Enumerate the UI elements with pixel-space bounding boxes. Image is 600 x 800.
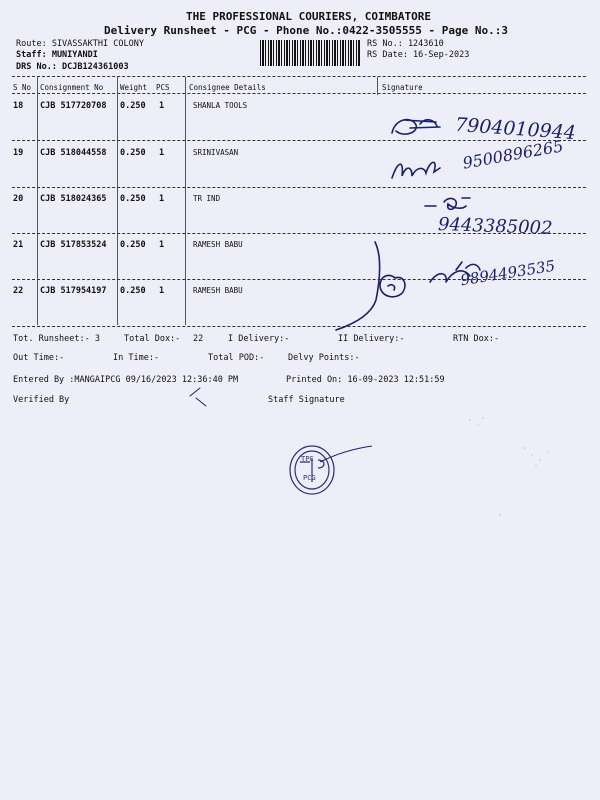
row-consignee: RAMESH BABU bbox=[193, 286, 243, 295]
in-time: In Time:- bbox=[113, 353, 160, 363]
handwritten-phone: 9500896265 bbox=[461, 136, 565, 173]
row-pcs: 1 bbox=[159, 240, 165, 250]
stamp-text-top: TPC bbox=[301, 455, 314, 463]
staff-signature-label: Staff Signature bbox=[268, 395, 345, 405]
row-consignment: CJB 518024365 bbox=[40, 194, 107, 204]
tot-runsheet: Tot. Runsheet:- 3 bbox=[13, 334, 100, 344]
row-sno: 19 bbox=[13, 148, 24, 158]
staff-label: Staff: MUNIYANDI bbox=[16, 50, 98, 60]
row-consignee: SHANLA TOOLS bbox=[193, 101, 248, 110]
total-dox-label: Total Dox:- bbox=[124, 334, 181, 344]
ii-delivery: II Delivery:- bbox=[338, 334, 405, 344]
row-sno: 21 bbox=[13, 240, 24, 250]
rtn-dox: RTN Dox:- bbox=[453, 334, 500, 344]
stamp-text-bottom: PCG bbox=[303, 474, 316, 482]
col-pcs: PCS bbox=[156, 83, 170, 92]
runsheet-subtitle: Delivery Runsheet - PCG - Phone No.:0422-3505555 - Page No.:3 bbox=[104, 24, 508, 37]
row-consignment: CJB 517720708 bbox=[40, 101, 107, 111]
verified-by: Verified By bbox=[13, 395, 70, 405]
route-label: Route: SIVASSAKTHI COLONY bbox=[16, 39, 144, 49]
row-weight: 0.250 bbox=[120, 148, 146, 158]
col-sno: S No bbox=[13, 83, 32, 92]
rs-number: RS No.: 1243610 bbox=[367, 39, 444, 49]
printed-on: Printed On: 16-09-2023 12:51:59 bbox=[286, 375, 445, 385]
col-consignee: Consignee Details bbox=[189, 83, 266, 92]
row-weight: 0.250 bbox=[120, 240, 146, 250]
row-consignee: RAMESH BABU bbox=[193, 240, 243, 249]
out-time: Out Time:- bbox=[13, 353, 65, 363]
handwritten-phone: 9443385002 bbox=[437, 214, 553, 239]
row-consignment: CJB 517954197 bbox=[40, 286, 107, 296]
drs-number: DRS No.: DCJB124361003 bbox=[16, 62, 129, 72]
row-weight: 0.250 bbox=[120, 194, 146, 204]
col-signature: Signature bbox=[382, 83, 423, 92]
col-weight: Weight bbox=[120, 83, 148, 92]
row-sno: 18 bbox=[13, 101, 24, 111]
total-pod: Total POD:- bbox=[208, 353, 265, 363]
i-delivery: I Delivery:- bbox=[228, 334, 290, 344]
company-title: THE PROFESSIONAL COURIERS, COIMBATORE bbox=[186, 10, 432, 23]
row-sno: 22 bbox=[13, 286, 24, 296]
row-consignment: CJB 517853524 bbox=[40, 240, 107, 250]
row-consignee: SRINIVASAN bbox=[193, 148, 239, 157]
row-weight: 0.250 bbox=[120, 286, 146, 296]
handwritten-phone: 9894493535 bbox=[459, 256, 557, 290]
row-pcs: 1 bbox=[159, 286, 165, 296]
handwritten-phone: 7904010944 bbox=[454, 113, 577, 145]
col-consignment: Consignment No bbox=[40, 83, 104, 92]
row-pcs: 1 bbox=[159, 148, 165, 158]
entered-by: Entered By :MANGAIPCG 09/16/2023 12:36:40 PM bbox=[13, 375, 239, 385]
rs-date: RS Date: 16-Sep-2023 bbox=[367, 50, 470, 60]
row-pcs: 1 bbox=[159, 194, 165, 204]
total-dox-value: 22 bbox=[193, 334, 204, 344]
row-consignment: CJB 518044558 bbox=[40, 148, 107, 158]
row-sno: 20 bbox=[13, 194, 24, 204]
delvy-points: Delvy Points:- bbox=[288, 353, 360, 363]
row-weight: 0.250 bbox=[120, 101, 146, 111]
row-pcs: 1 bbox=[159, 101, 165, 111]
row-consignee: TR IND bbox=[193, 194, 221, 203]
